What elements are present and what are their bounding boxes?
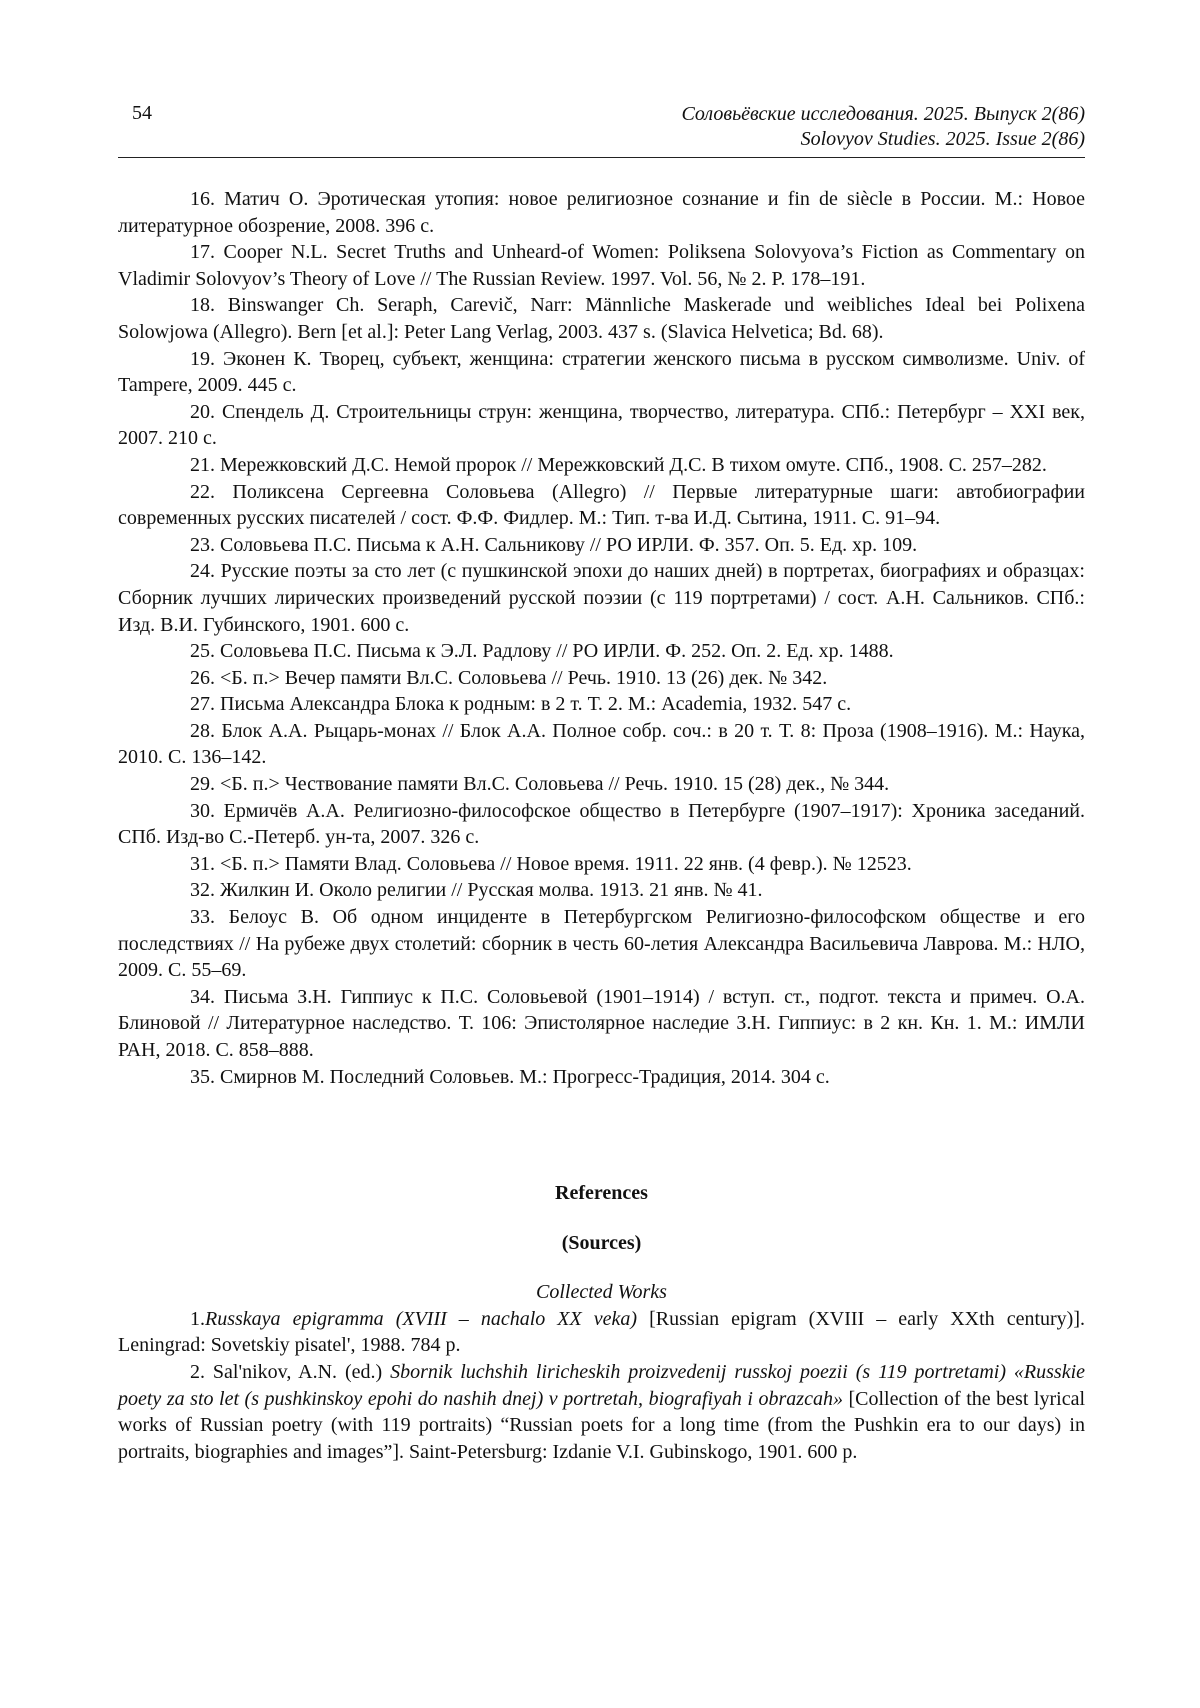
reference-item: 31. <Б. п.> Памяти Влад. Соловьева // Новое время. 1911. 22 янв. (4 февр.). № 12523. — [190, 852, 912, 875]
page-number: 54 — [132, 102, 152, 124]
reference-item: 20. Спендель Д. Строительницы струн: женщина, творчество, литература. СПб.: Петербург – XXI век, 2007. 210 с. — [118, 400, 1085, 450]
sources-heading: (Sources) — [561, 1231, 642, 1254]
reference-item: 26. <Б. п.> Вечер памяти Вл.С. Соловьева // Речь. 1910. 13 (26) дек. № 342. — [190, 666, 828, 689]
reference-details: [Russian epigram (XVIII – early XXth century)]. Leningrad: Sovetskiy pisatel', 1988. 784 p. — [118, 1307, 1086, 1357]
journal-title-en: Solovyov Studies. 2025. Issue 2(86) — [800, 128, 1085, 150]
collected-works-heading: Collected Works — [536, 1281, 667, 1304]
references-section — [118, 1180, 1085, 1465]
reference-item: 19. Эконен К. Творец, субъект, женщина: стратегии женского письма в русском символизме. Univ. of Tampere, 2009. 445 с. — [118, 347, 1085, 397]
reference-item: 24. Русские поэты за сто лет (с пушкинской эпохи до наших дней) в портретах, биографиях и образцах: Сборник лучших лирических произведений русской поэзии (с 119 портретами) / сост. А.Н. Сальников. СПб.: Изд. В.И. Губинского, 1901. 600 с. — [118, 560, 1085, 636]
reference-item: 16. Матич О. Эротическая утопия: новое религиозное сознание и fin de siècle в России. М.: Новое литературное обозрение, 2008. 396 с. — [118, 188, 1085, 237]
reference-item: 30. Ермичёв А.А. Религиозно-философское общество в Петербурге (1907–1917): Хроника заседаний. СПб. Изд-во С.-Петерб. ун-та, 2007. 326 с. — [118, 799, 1085, 849]
reference-item: 29. <Б. п.> Чествование памяти Вл.С. Соловьева // Речь. 1910. 15 (28) дек., № 344. — [190, 773, 890, 796]
references-heading: References — [555, 1182, 648, 1204]
reference-item: 28. Блок А.А. Рыцарь-монах // Блок А.А. Полное собр. соч.: в 20 т. Т. 8: Проза (1908–1916). М.: Наука, 2010. С. 136–142. — [118, 719, 1085, 769]
reference-title: Russkaya epigramma (XVIII – nachalo XX veka) — [205, 1307, 638, 1330]
reference-item: 23. Соловьева П.С. Письма к А.Н. Сальникову // РО ИРЛИ. Ф. 357. Оп. 5. Ед. хр. 109. — [190, 533, 918, 556]
reference-item: 17. Cooper N.L. Secret Truths and Unheard-of Women: Poliksena Solovyova’s Fiction as Commentary on Vladimir Solovyov’s Theory of Love // The Russian Review. 1997. Vol. 56, № 2. P. 178–191. — [118, 241, 1085, 290]
reference-title: Sbornik luchshih liricheskih proizvedenij russkoj poezii (s 119 portretami) «Russkie poety za sto let (s pushkinskoy epohi do nashih dnej) v portretah, biografiyah i obrazcah» — [118, 1360, 1086, 1410]
reference-item-en — [118, 1359, 1085, 1465]
reference-item: 18. Binswanger Ch. Seraph, Carevič, Narr: Männliche Maskerade und weibliches Ideal bei Polixena Solowjowa (Allegro). Bern [et al.]: Peter Lang Verlag, 2003. 437 s. (Slavica Helvetica; Bd. 68). — [118, 294, 1085, 343]
reference-number: 2. Sal'nikov, A.N. (ed.) — [190, 1360, 391, 1383]
running-header — [118, 100, 1085, 158]
reference-item: 27. Письма Александра Блока к родным: в 2 т. Т. 2. М.: Academia, 1932. 547 с. — [190, 693, 852, 716]
reference-item: 25. Соловьева П.С. Письма к Э.Л. Радлову // РО ИРЛИ. Ф. 252. Оп. 2. Ед. хр. 1488. — [190, 640, 894, 663]
reference-item: 21. Мережковский Д.С. Немой пророк // Мережковский Д.С. В тихом омуте. СПб., 1908. С. 257–282. — [190, 453, 1047, 476]
reference-list-ru — [118, 186, 1085, 1090]
reference-list-en — [118, 1306, 1085, 1466]
header-rule — [118, 157, 1085, 158]
reference-item: 35. Смирнов М. Последний Соловьев. М.: Прогресс-Традиция, 2014. 304 с. — [190, 1065, 830, 1088]
reference-item: 34. Письма З.Н. Гиппиус к П.С. Соловьевой (1901–1914) / вступ. ст., подгот. текста и примеч. О.А. Блиновой // Литературное наследство. Т. 106: Эпистолярное наследие З.Н. Гиппиус: в 2 кн. Кн. 1. М.: ИМЛИ РАН, 2018. С. 858–888. — [118, 985, 1085, 1061]
reference-details: [Collection of the best lyrical works of Russian poetry (with 119 portraits) “Russian poets for a long time (from the Pushkin era to our days) in portraits, biographies and images”]. Saint-Petersburg: Izdanie V.I. Gubinskogo, 1901. 600 p. — [118, 1387, 1086, 1463]
journal-title — [681, 102, 1085, 152]
reference-number: 1. — [190, 1307, 205, 1330]
reference-item: 22. Поликсена Сергеевна Соловьева (Allegro) // Первые литературные шаги: автобиографии современных русских писателей / сост. Ф.Ф. Фидлер. М.: Тип. т-ва И.Д. Сытина, 1911. С. 91–94. — [118, 480, 1085, 530]
journal-title-ru: Соловьёвские исследования. 2025. Выпуск 2(86) — [681, 103, 1085, 125]
reference-item: 33. Белоус В. Об одном инциденте в Петербургском Религиозно-философском обществе и его последствиях // На рубеже двух столетий: сборник в честь 60-летия Александра Васильевича Лаврова. М.: НЛО, 2009. С. 55–69. — [118, 906, 1085, 982]
reference-item-en — [118, 1306, 1085, 1359]
reference-item: 32. Жилкин И. Около религии // Русская молва. 1913. 21 янв. № 41. — [190, 879, 763, 902]
